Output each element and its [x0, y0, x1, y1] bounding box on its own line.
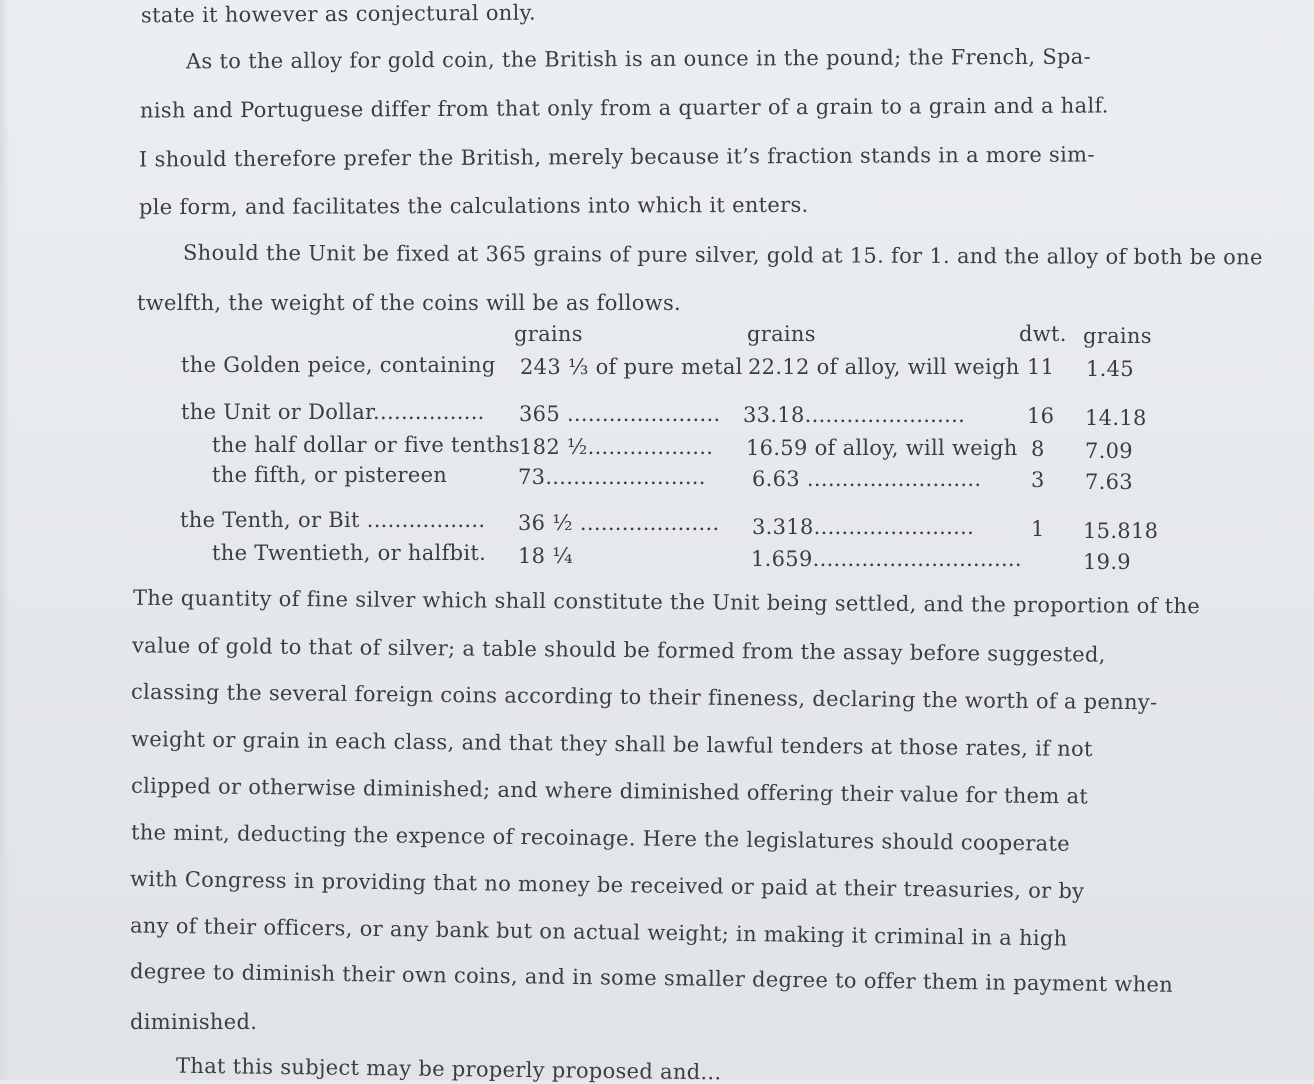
text-line: I should therefore prefer the British, merely because it’s fraction stands in a more sim- [138, 142, 1095, 172]
text-line: ple form, and facilitates the calculations into which it enters. [138, 192, 809, 220]
coin-name: the Tenth, or Bit ................. [180, 508, 486, 532]
weight-grains: 1.45 [1086, 357, 1134, 381]
text-line: the mint, deducting the expence of recoinage. Here the legislatures should cooperate [130, 820, 1071, 856]
pure-metal-grains: 73....................... [518, 465, 706, 489]
alloy-grains: 33.18....................... [743, 403, 966, 427]
alloy-grains: 3.318....................... [752, 515, 975, 539]
weight-grains: 19.9 [1083, 550, 1131, 574]
text-line: with Congress in providing that no money be received or paid at their treasuries, or by [129, 866, 1085, 904]
page-edge-shadow [0, 0, 10, 1080]
coin-name: the Unit or Dollar................ [181, 400, 485, 424]
coin-name: the Golden peice, containing [181, 353, 496, 377]
table-header-grains-pure: grains [514, 322, 583, 346]
weight-grains: 14.18 [1085, 406, 1147, 430]
text-line: state it however as conjectural only. [140, 0, 537, 28]
pure-metal-grains: 36 ½ .................... [518, 511, 720, 535]
text-line: clipped or otherwise diminished; and where diminished offering their value for them at [130, 773, 1089, 809]
text-line: As to the alloy for gold coin, the British is an ounce in the pound; the French, Spa- [185, 44, 1092, 74]
text-line: Should the Unit be fixed at 365 grains of pure silver, gold at 15. for 1. and the alloy of both be one [182, 240, 1263, 270]
text-line: classing the several foreign coins according to their fineness, declaring the worth of a penny- [130, 679, 1158, 715]
table-header-grains-alloy: grains [747, 322, 816, 346]
table-header-dwt: dwt. [1019, 322, 1067, 346]
text-line: value of gold to that of silver; a table should be formed from the assay before suggested, [131, 633, 1106, 667]
pure-metal-grains: 182 ½.................. [519, 435, 714, 459]
pure-metal-grains: 365 ...................... [519, 402, 721, 426]
weight-dwt: 11 [1027, 355, 1055, 379]
table-header-grains-weight: grains [1083, 324, 1152, 348]
alloy-grains: 1.659.............................. [751, 547, 1022, 571]
text-line: That this subject may be properly proposed and... [175, 1053, 722, 1084]
coin-name: the Twentieth, or halfbit. [212, 541, 487, 565]
text-line: twelfth, the weight of the coins will be as follows. [137, 291, 682, 315]
weight-dwt: 16 [1027, 404, 1055, 428]
alloy-grains: 22.12 of alloy, will weigh [748, 355, 1020, 379]
weight-grains: 15.818 [1083, 519, 1159, 543]
text-line: diminished. [130, 1010, 258, 1034]
weight-dwt: 1 [1031, 517, 1045, 541]
coin-name: the fifth, or pistereen [212, 463, 448, 487]
weight-dwt: 3 [1031, 468, 1045, 492]
weight-dwt: 8 [1031, 437, 1045, 461]
text-line: weight or grain in each class, and that they shall be lawful tenders at those rates, if not [130, 726, 1093, 762]
alloy-grains: 6.63 ......................... [752, 467, 982, 491]
alloy-grains: 16.59 of alloy, will weigh [746, 436, 1018, 460]
coin-name: the half dollar or five tenths [212, 433, 520, 457]
weight-grains: 7.63 [1085, 470, 1133, 494]
pure-metal-grains: 243 ⅓ of pure metal [520, 355, 743, 379]
text-line: any of their officers, or any bank but on actual weight; in making it criminal in a high [129, 913, 1068, 951]
pure-metal-grains: 18 ¼ [518, 544, 573, 568]
text-line: The quantity of fine silver which shall constitute the Unit being settled, and the proportion of the [132, 585, 1201, 619]
text-line: degree to diminish their own coins, and in some smaller degree to offer them in payment when [129, 959, 1174, 997]
text-line: nish and Portuguese differ from that only from a quarter of a grain to a grain and a half. [139, 93, 1109, 123]
weight-grains: 7.09 [1085, 439, 1133, 463]
